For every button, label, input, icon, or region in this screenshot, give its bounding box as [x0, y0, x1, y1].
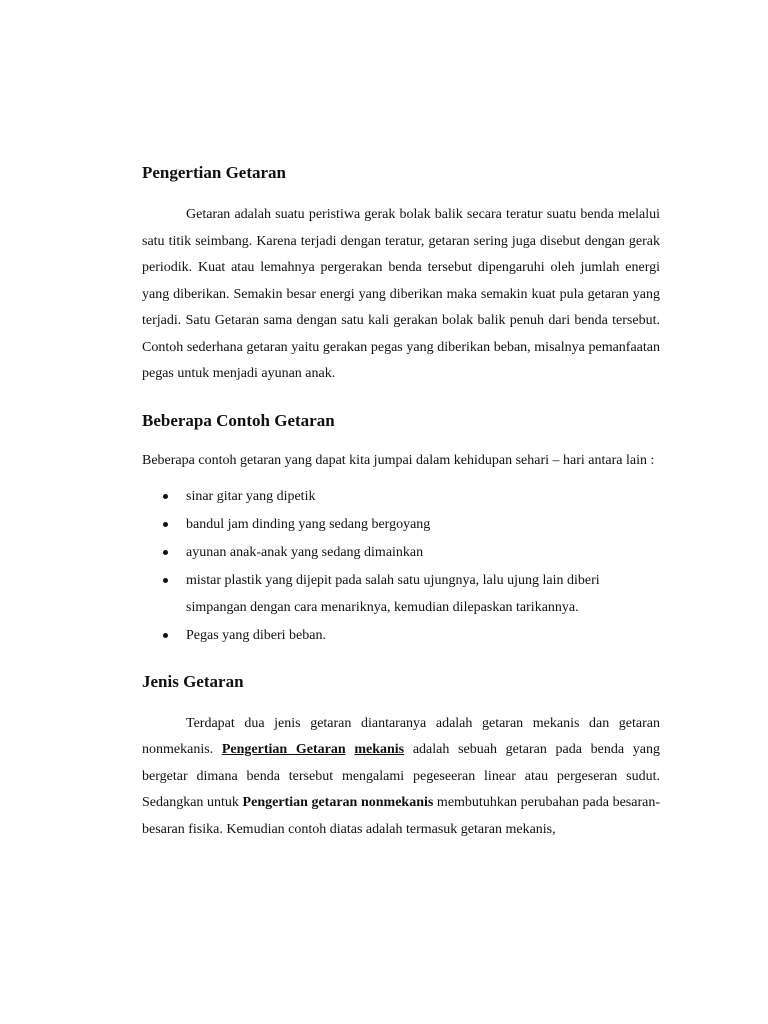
link-mekanis[interactable]: mekanis: [354, 742, 405, 757]
bullet-icon: [163, 522, 168, 527]
text-run: Terdapat dua jenis getaran diantaranya adalah getaran mekanis dan getaran nonmekanis.: [142, 715, 660, 757]
text-run: membutuhkan perubahan pada besaran-besaran fisika. Kemudian contoh diatas adalah termasuk getaran mekanis,: [142, 795, 660, 837]
paragraph-contoh-intro: Beberapa contoh getaran yang dapat kita jumpai dalam kehidupan sehari – hari antara lain :: [142, 452, 655, 468]
heading-jenis-getaran: Jenis Getaran: [142, 671, 244, 691]
heading-pengertian-getaran: Pengertian Getaran: [142, 163, 286, 182]
bullet-icon: [163, 494, 168, 499]
list-item-text: ayunan anak-anak yang sedang dimainkan: [186, 544, 424, 560]
heading-contoh-getaran: Beberapa Contoh Getaran: [142, 410, 335, 430]
text-run: adalah sebuah getaran pada benda yang bergetar dimana benda tersebut mengalami pegeseeran linear atau pergeseran sudut. Sedangkan untuk: [142, 742, 660, 810]
bullet-icon: [163, 578, 168, 583]
bold-pengertian-nonmekanis: Pengertian getaran nonmekanis: [242, 795, 434, 810]
list-item: [142, 622, 660, 649]
list-item: [142, 511, 660, 538]
list-item: [142, 483, 660, 510]
list-item-text: bandul jam dinding yang sedang bergoyang: [186, 516, 431, 532]
bullet-icon: [163, 633, 168, 638]
bullet-icon: [163, 550, 168, 555]
list-item-text: mistar plastik yang dijepit pada salah satu ujungnya, lalu ujung lain diberi simpangan dengan cara menariknya, kemudian dilepaskan tarikannya.: [186, 572, 600, 615]
paragraph-jenis-getaran: [142, 711, 660, 844]
list-item-text: sinar gitar yang dipetik: [186, 488, 316, 504]
paragraph-pengertian: Getaran adalah suatu peristiwa gerak bolak balik secara teratur suatu benda melalui satu titik seimbang. Karena terjadi dengan teratur, getaran sering juga disebut dengan gerak periodik. Kuat atau lemahnya pergerakan benda tersebut dipengaruhi oleh jumlah energi yang diberikan. Semakin besar energi yang diberikan maka semakin kuat pula getaran yang terjadi. Satu Getaran sama dengan satu kali gerakan bolak balik penuh dari benda tersebut. Contoh sederhana getaran yaitu gerakan pegas yang diberikan beban, misalnya pemanfaatan pegas untuk menjadi ayunan anak.: [142, 207, 660, 381]
link-pengertian-getaran[interactable]: Pengertian Getaran: [221, 742, 346, 757]
list-item: [142, 539, 660, 566]
list-item-text: Pegas yang diberi beban.: [186, 627, 326, 643]
list-item: [142, 567, 660, 621]
document-content: [142, 160, 660, 843]
example-list: [142, 483, 660, 649]
